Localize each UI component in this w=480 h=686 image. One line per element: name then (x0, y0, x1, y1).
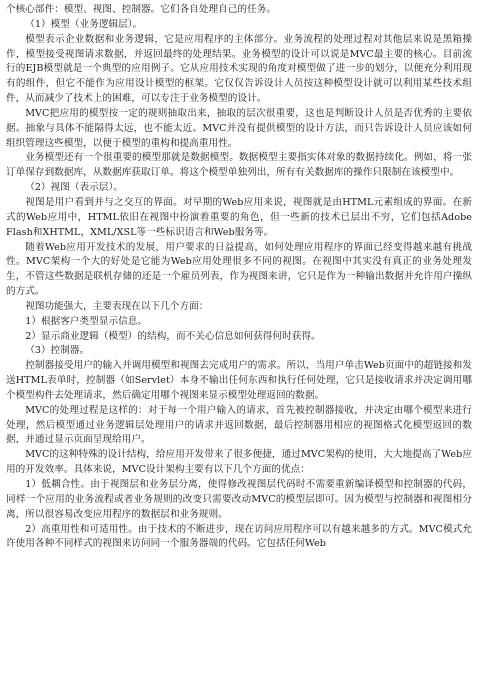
list-item-advantage-low-coupling: 1）低耦合性。由于视图层和业务层分离，使得修改视图层代码时不需要重新编译模型和控制器的代码，同样一个应用的业务流程或者业务规则的改变只需要改动MVC的模型层即可。因为模型与控制器和视图相分离，所以很容易改变应用程序的数据层和业务规则。 (6, 479, 472, 520)
paragraph-view-features-intro: 视图功能强大，主要表现在以下几个方面： (25, 300, 209, 312)
paragraph-intro-end: 个核心部件：模型、视图、控制器。它们各自处理自己的任务。 (6, 4, 277, 15)
paragraph-controller-definition: 控制器接受用户的输入并调用模型和视图去完成用户的需求。所以，当用户单击Web页面中的超链接和发送HTML表单时，控制器（如Servlet）本身不输出任何东西和执行任何处理，它只是接收请求并决定调用哪个模型构件去处理请求，然后确定用哪个视图来显示模型处理返回的数据。 (6, 360, 472, 401)
paragraph-view-definition: 视图是用户看到并与之交互的界面。对早期的Web应用来说，视图就是由HTML元素组成的界面。在新式的Web应用中，HTML依旧在视图中扮演着重要的角色，但一些新的技术已层出不穷，它们包括Adobe Flash和XHTML，XML/XSL等一些标识语言和Web服务等。 (6, 196, 472, 238)
list-item-advantage-reusability: 2）高重用性和可适用性。由于技术的不断进步，现在访问应用程序可以有越来越多的方式。MVC模式允许使用各种不同样式的视图来访问同一个服务器端的代码。它包括任何Web (6, 523, 472, 550)
document-page (6, 3, 472, 552)
paragraph-mvc-process: MVC的处理过程是这样的：对于每一个用户输入的请求，首先被控制器接收，并决定由哪个模型来进行处理，然后模型通过业务逻辑层处理用户的请求并返回数据，最后控制器用相应的视图格式化模型返回的数据，并通过显示页面呈现给用户。 (6, 404, 472, 446)
section-heading-view: （2）视图（表示层）。 (25, 182, 123, 194)
section-heading-controller: （3）控制器。 (25, 345, 90, 357)
paragraph-view-challenge: 随着Web应用开发技术的发展，用户要求的日益提高，如何处理应用程序的界面已经变得越来越有挑战性。MVC架构一个大的好处是它能为Web应用处理很多不同的视图。在视图中其实没有真正的业务处理发生，不管这些数据是联机存储的还是一个雇员列表，作为视图来讲，它只是作为一种输出数据并允许用户操纵的方式。 (6, 241, 472, 298)
list-item-view-feature-2: 2）显示商业逻辑（模型）的结构，而不关心信息如何获得何时获得。 (25, 330, 321, 342)
paragraph-mvc-advantages-intro: MVC的这种特殊的设计结构，给应用开发带来了很多便捷，通过MVC架构的使用，大大地提高了Web应用的开发效率。具体来说，MVC设计架构主要有以下几个方面的优点： (6, 449, 472, 476)
paragraph-model-definition: 模型表示企业数据和业务逻辑，它是应用程序的主体部分。业务流程的处理过程对其他层来说是黑箱操作，模型接受视图请求数据，并返回最终的处理结果。业务模型的设计可以说是MVC最主要的核心。目前流行的EJB模型就是一个典型的应用例子。它从应用技术实现的角度对模型做了进一步的划分，以便充分利用现有的组件，但它不能作为应用设计模型的框架。它仅仅告诉设计人员按这种模型设计就可以利用某些技术组件，从而减少了技术上的困难，可以专注于业务模型的设计。 (6, 33, 472, 105)
paragraph-model-abstraction: MVC把应用的模型按一定的规则抽取出来，抽取的层次很重要，这也是判断设计人员是否优秀的主要依据。抽象与具体不能隔得太远，也不能太近。MVC并没有提供模型的设计方法，而只告诉设计人员应该如何组织管理这些模型，以便于模型的重构和提高重用性。 (6, 107, 472, 149)
list-item-view-feature-1: 1）根据客户类型显示信息。 (25, 315, 148, 327)
paragraph-data-model: 业务模型还有一个很重要的模型那就是数据模型。数据模型主要指实体对象的数据持续化。例如，将一张订单保存到数据库，从数据库获取订单。将这个模型单独列出，所有有关数据库的操作只限制在该模型中。 (6, 152, 472, 179)
section-heading-model: （1）模型（业务逻辑层）。 (25, 18, 143, 30)
